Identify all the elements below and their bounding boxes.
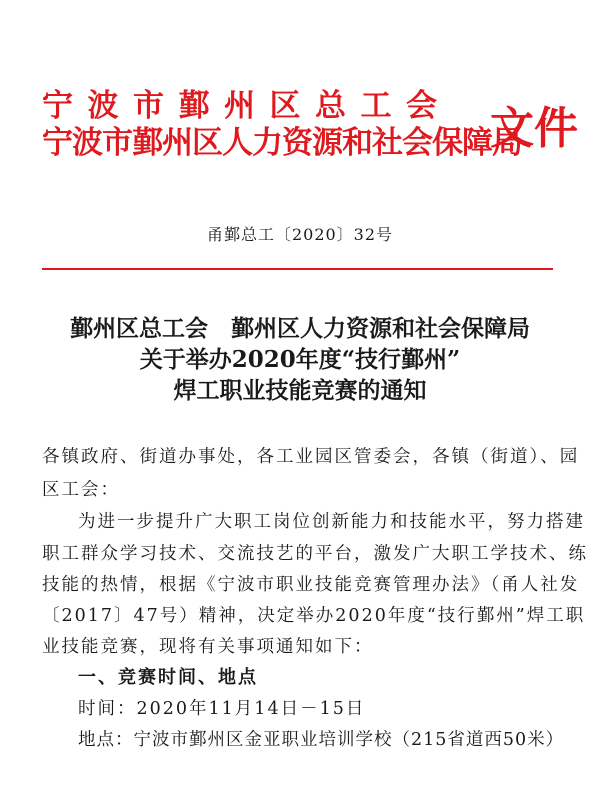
paragraph-line: 为进一步提升广大职工岗位创新能力和技能水平，努力搭建 — [78, 512, 585, 532]
event-location: 地点：宁波市鄞州区金亚职业培训学校（215省道西50米） — [78, 730, 565, 750]
paragraph-line: 技能的热情，根据《宁波市职业技能竞赛管理办法》（甬人社发 — [42, 575, 580, 595]
paragraph-line: 〔2017〕47号）精神，决定举办2020年度“技行鄞州”焊工职 — [42, 606, 586, 626]
paragraph-line: 业技能竞赛，现将有关事项通知如下： — [42, 637, 374, 657]
red-divider — [42, 268, 553, 270]
addressee-line-1: 各镇政府、街道办事处，各工业园区管委会，各镇（街道）、园 — [42, 447, 580, 467]
section-heading: 一、竞赛时间、地点 — [78, 667, 258, 688]
addressee-line-2: 区工会： — [42, 480, 120, 500]
document-number: 甬鄞总工〔2020〕32号 — [206, 225, 394, 244]
title-line-1: 鄞州区总工会 鄞州区人力资源和社会保障局 — [70, 315, 530, 342]
issuer-union: 宁波市鄞州区总工会 — [42, 88, 452, 124]
paragraph-line: 职工群众学习技术、交流技艺的平台，激发广大职工学技术、练 — [42, 544, 588, 564]
issuer-hrss-bureau: 宁波市鄞州区人力资源和社会保障局 — [42, 125, 522, 161]
document-type-label: 文件 — [490, 103, 578, 154]
event-time: 时间：2020年11月14日－15日 — [78, 699, 366, 719]
title-line-3: 焊工职业技能竞赛的通知 — [173, 377, 427, 404]
title-line-2: 关于举办2020年度“技行鄞州” — [139, 346, 461, 373]
